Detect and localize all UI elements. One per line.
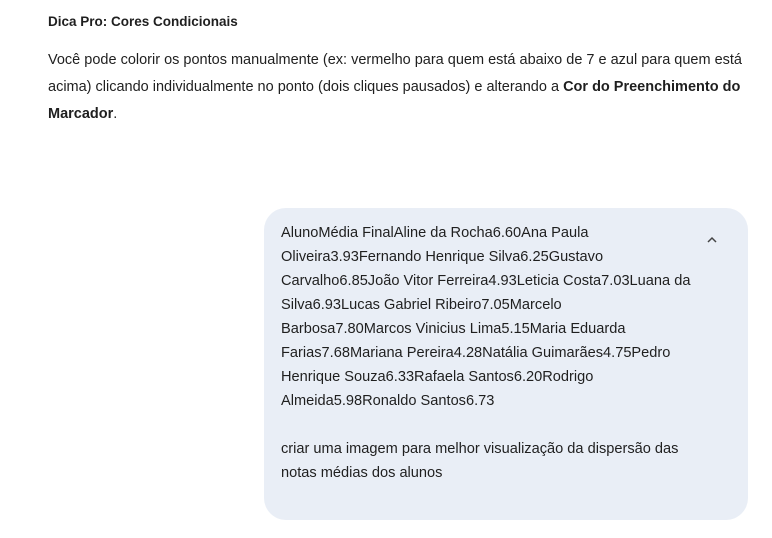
tip-body-text: Você pode colorir os pontos manualmente (ex: vermelho para quem está abaixo de 7 e azul para quem está acima) clicando individualmente no ponto (dois cliques pausados) e alterando a [48, 52, 742, 95]
tip-title: Dica Pro: Cores Condicionais [48, 14, 238, 29]
tip-body-end: . [113, 106, 118, 122]
tip-body [48, 47, 748, 128]
user-message-bubble [264, 208, 748, 520]
chevron-up-icon [706, 236, 718, 244]
collapse-button[interactable] [700, 228, 724, 252]
tip-body-bold: Cor do Preenchimento do Marcador [48, 79, 741, 122]
prompt-text: criar uma imagem para melhor visualização da dispersão das notas médias dos alunos [281, 441, 679, 481]
pasted-table-text: AlunoMédia FinalAline da Rocha6.60Ana Paula Oliveira3.93Fernando Henrique Silva6.25Gustavo Carvalho6.85João Vitor Ferreira4.93Leticia Costa7.03Luana da Silva6.93Lucas Gabriel Ribeiro7.05Marcelo Barbosa7.80Marcos Vinicius Lima5.15Maria Eduarda Farias7.68Mariana Pereira4.28Natália Guimarães4.75Pedro Henrique Souza6.33Rafaela Santos6.20Rodrigo Almeida5.98Ronaldo Santos6.73 [281, 225, 691, 409]
